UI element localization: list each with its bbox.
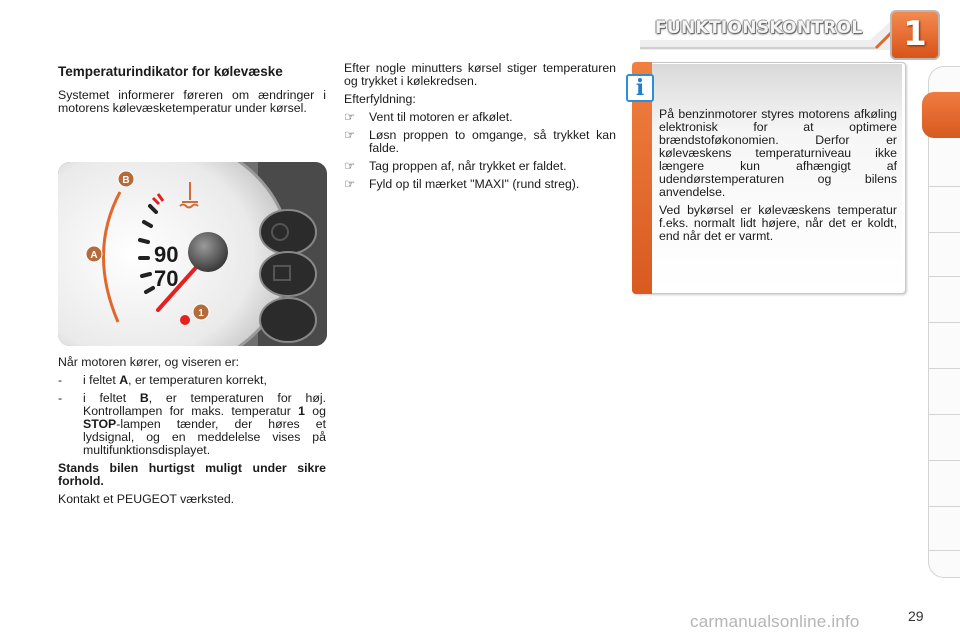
gauge-label-1: 1 <box>198 308 204 319</box>
hand-pointer-icon: ☞ <box>344 128 356 142</box>
tab-divider <box>928 232 960 233</box>
chapter-number: 1 <box>903 14 927 54</box>
hand-pointer-icon: ☞ <box>344 159 356 173</box>
left-column-bottom <box>58 356 326 511</box>
tab-divider <box>928 276 960 277</box>
tab-divider <box>928 460 960 461</box>
info-paragraph: Ved bykørsel er kølevæskens temperatur f.eks. normalt lidt højere, når det er koldt, end når det er varmt. <box>659 203 897 243</box>
tab-divider <box>928 414 960 415</box>
coolant-temperature-gauge-image <box>58 162 327 346</box>
refill-step: ☞ Fyld op til mærket "MAXI" (rund streg). <box>344 177 580 191</box>
gauge-label-a: A <box>90 250 98 261</box>
left-column-top <box>58 64 326 120</box>
list-item-field-b: - i feltet B, er temperaturen for høj. Kontrollampen for maks. temperatur 1 og STOP-lampen tænder, der høres et lydsignal, og en meddelelse vises på multifunktionsdisplayet. <box>58 391 326 457</box>
section-heading: Temperaturindikator for kølevæske <box>58 64 283 79</box>
refill-label: Efterfyldning: <box>344 92 416 106</box>
running-intro: Når motoren kører, og viseren er: <box>58 355 240 369</box>
gauge-label-b: B <box>122 175 130 186</box>
dash-bullet: - <box>58 373 63 387</box>
gauge-value-90: 90 <box>154 242 179 267</box>
page-number: 29 <box>908 608 924 624</box>
info-icon: i <box>626 74 654 102</box>
tab-divider <box>928 550 960 551</box>
gauge-value-70: 70 <box>154 266 179 291</box>
hand-pointer-icon: ☞ <box>344 177 356 191</box>
watermark: carmanualsonline.info <box>690 612 860 631</box>
intro-paragraph: Systemet informerer føreren om ændringer i motorens kølevæsketemperatur under kørsel. <box>58 88 326 115</box>
info-paragraph: På benzinmotorer styres motorens afkøling elektronisk for at optimere brændstoføkonomien. Derfor er kølevæskens temperaturniveau ikke længere kun afhængigt af udendørstemperaturen og bilens anvendelse. <box>659 107 897 199</box>
active-chapter-tab[interactable] <box>922 92 960 138</box>
middle-column <box>344 62 616 196</box>
hand-pointer-icon: ☞ <box>344 110 356 124</box>
tab-divider <box>928 186 960 187</box>
pressure-paragraph: Efter nogle minutters kørsel stiger temperaturen og trykket i kølekredsen. <box>344 61 616 88</box>
info-box-text <box>659 108 897 248</box>
chapter-title: FUNKTIONSKONTROL <box>655 18 863 38</box>
refill-step: ☞ Vent til motoren er afkølet. <box>344 110 513 124</box>
dash-bullet: - <box>58 391 63 405</box>
refill-step: ☞ Tag proppen af, når trykket er faldet. <box>344 159 567 173</box>
tab-divider <box>928 322 960 323</box>
refill-step: ☞ Løsn proppen to omgange, så trykket kan falde. <box>344 128 616 155</box>
contact-text: Kontakt et PEUGEOT værksted. <box>58 492 235 506</box>
tab-divider <box>928 368 960 369</box>
chapter-badge <box>890 10 940 60</box>
list-item-field-a: - i feltet A, er temperaturen korrekt, <box>58 373 267 387</box>
warning-text: Stands bilen hurtigst muligt under sikre forhold. <box>58 461 326 488</box>
tab-divider <box>928 506 960 507</box>
